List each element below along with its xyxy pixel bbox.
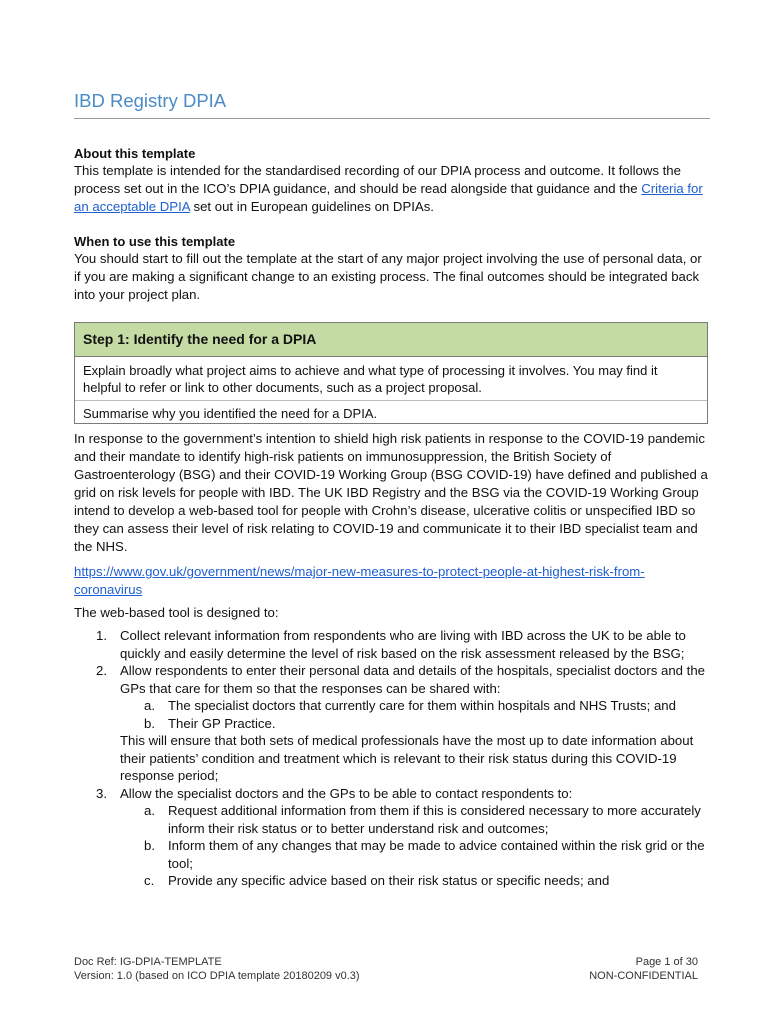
about-paragraph xyxy=(74,162,710,216)
about-text-before: This template is intended for the standardised recording of our DPIA process and outcome. It follows the process set out in the ICO’s DPIA guidance, and should be read alongside that guidance and the xyxy=(74,163,681,196)
list-letter: b. xyxy=(144,838,155,853)
list-subitem xyxy=(74,837,710,872)
list-item xyxy=(74,627,710,662)
step1-box xyxy=(74,322,708,424)
list-letter: a. xyxy=(144,698,155,713)
list-text: Inform them of any changes that may be made to advice contained within the risk grid or the tool; xyxy=(168,838,705,871)
list-text: Allow the specialist doctors and the GPs to be able to contact respondents to: xyxy=(120,785,573,801)
list-number: 2. xyxy=(96,663,107,678)
footer-right xyxy=(589,955,698,983)
list-text: Collect relevant information from respondents who are living with IBD across the UK to be able to quickly and easily determine the level of risk based on the risk assessment released by the BSG; xyxy=(120,628,686,661)
step1-explain: Explain broadly what project aims to achieve and what type of processing it involves. You may find it helpful to refer or link to other documents, such as a project proposal. xyxy=(83,363,658,395)
when-paragraph: You should start to fill out the template at the start of any major project involving the use of personal data, or if you are making a significant change to an existing process. The final outcomes should be integrated back into your project plan. xyxy=(74,251,702,302)
list-letter: b. xyxy=(144,715,155,731)
step1-title: Step 1: Identify the need for a DPIA xyxy=(75,323,707,357)
list-letter: a. xyxy=(144,803,155,818)
list-subitem xyxy=(74,715,710,733)
list-text: Provide any specific advice based on their risk status or specific needs; and xyxy=(168,873,610,888)
step1-summarise: Summarise why you identified the need for a DPIA. xyxy=(75,400,707,422)
document-title: IBD Registry DPIA xyxy=(74,90,710,119)
classification: NON-CONFIDENTIAL xyxy=(589,970,698,982)
list-text: The specialist doctors that currently care for them within hospitals and NHS Trusts; and xyxy=(168,698,676,713)
list-subitem xyxy=(74,697,710,715)
gov-uk-link[interactable]: https://www.gov.uk/government/news/major-new-measures-to-protect-people-at-highest-risk-from-coronavirus xyxy=(74,564,645,597)
list-subitem xyxy=(74,802,710,837)
list-text: Request additional information from them if this is considered necessary to more accurately inform their risk status or to better understand risk and outcomes; xyxy=(168,803,701,836)
page-number: Page 1 of 30 xyxy=(635,956,698,968)
when-heading: When to use this template xyxy=(74,234,236,249)
list-number: 3. xyxy=(96,785,107,801)
response-paragraph: In response to the government’s intention to shield high risk patients in response to the COVID-19 pandemic and their mandate to identify high-risk patients on immunosuppression, the British Society of Gastroenterology (BSG) and their COVID-19 Working Group (BSG COVID-19) have defined and published a grid on risk levels for people with IBD. The UK IBD Registry and the BSG via the COVID-19 Working Group intend to develop a web-based tool for people with Crohn’s disease, ulcerative colitis or unspecified IBD so they can assess their level of risk relating to COVID-19 and communicate it to their IBD specialist team and the NHS. xyxy=(74,431,708,554)
footer-left xyxy=(74,955,360,983)
list-letter: c. xyxy=(144,873,155,888)
list-item xyxy=(74,662,710,697)
about-text-after: set out in European guidelines on DPIAs. xyxy=(189,199,434,214)
list-item xyxy=(74,785,710,803)
version-info: Version: 1.0 (based on ICO DPIA template 20180209 v0.3) xyxy=(74,970,360,982)
tool-purpose-list xyxy=(74,627,710,890)
tool-intro: The web-based tool is designed to: xyxy=(74,605,279,620)
list-text: Allow respondents to enter their personal data and details of the hospitals, specialist doctors and the GPs that care for them so that the responses can be shared with: xyxy=(120,663,706,696)
doc-ref: Doc Ref: IG-DPIA-TEMPLATE xyxy=(74,956,222,968)
list-continuation: This will ensure that both sets of medical professionals have the most up to date information about their patients’ condition and treatment which is relevant to their risk status during this COVID-19 response period; xyxy=(120,733,694,783)
list-subitem xyxy=(74,872,710,890)
criteria-link[interactable]: Criteria for an acceptable DPIA xyxy=(74,181,703,214)
list-number: 1. xyxy=(96,628,107,643)
about-heading: About this template xyxy=(74,146,196,161)
gov-link-paragraph xyxy=(74,563,710,599)
list-text: Their GP Practice. xyxy=(168,715,276,731)
